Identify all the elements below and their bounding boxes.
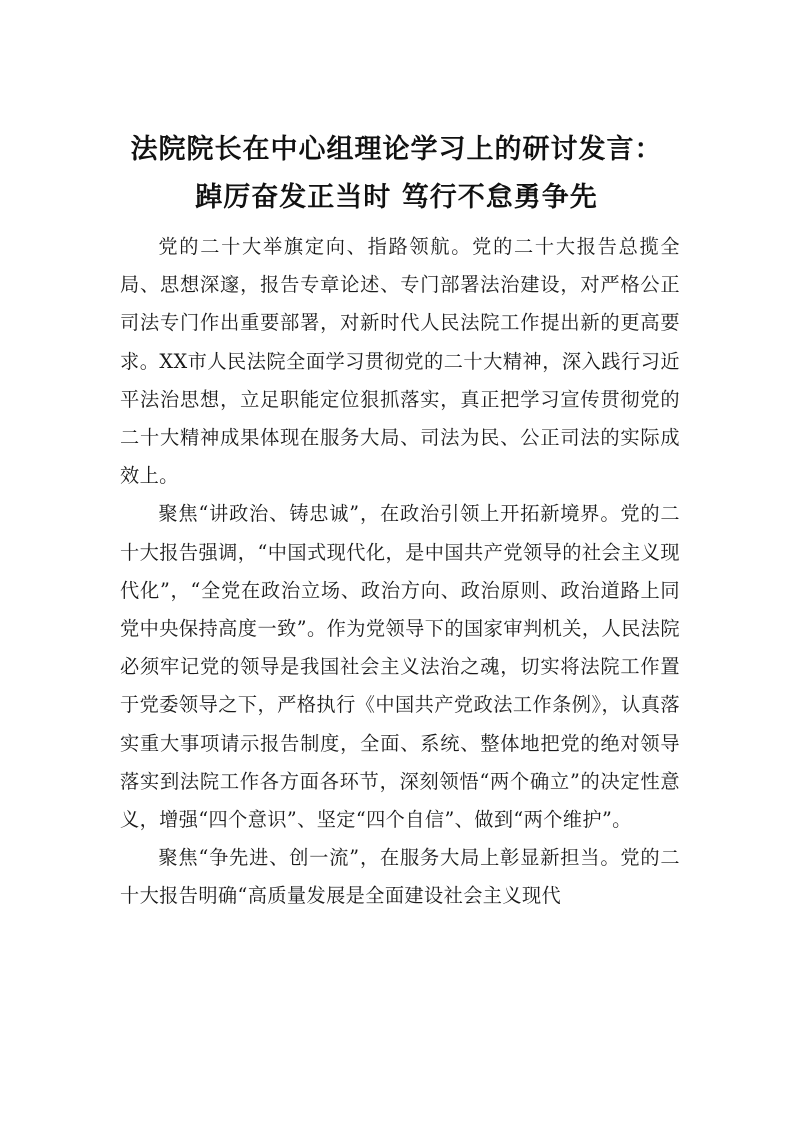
paragraph-intro: 党的二十大举旗定向、指路领航。党的二十大报告总揽全局、思想深邃，报告专章论述、专门部署法治建设，对严格公正司法专门作出重要部署，对新时代人民法院工作提出新的更高要求。XX市人民法院全面学习贯彻党的二十大精神，深入践行习近平法治思想，立足职能定位狠抓落实，真正把学习宣传贯彻党的二十大精神成果体现在服务大局、司法为民、公正司法的实际成效上。 bbox=[120, 235, 680, 488]
document-title-line-2: 踔厉奋发正当时 笃行不怠勇争先 bbox=[195, 182, 598, 213]
document-title-line-1: 法院院长在中心组理论学习上的研讨发言： bbox=[130, 134, 663, 165]
paragraph-service: 聚焦“争先进、创一流”，在服务大局上彰显新担当。党的二十大报告明确“高质量发展是全面建设社会主义现代 bbox=[120, 846, 680, 908]
document-body bbox=[120, 228, 680, 916]
paragraph-politics: 聚焦“讲政治、铸忠诚”，在政治引领上开拓新境界。党的二十大报告强调，“中国式现代化，是中国共产党领导的社会主义现代化”，“全党在政治立场、政治方向、政治原则、政治道路上同党中央保持高度一致”。作为党领导下的国家审判机关，人民法院必须牢记党的领导是我国社会主义法治之魂，切实将法院工作置于党委领导之下，严格执行《中国共产党政法工作条例》，认真落实重大事项请示报告制度，全面、系统、整体地把党的绝对领导落实到法院工作各方面各环节，深刻领悟“两个确立”的决定性意义，增强“四个意识”、坚定“四个自信”、做到“两个维护”。 bbox=[120, 502, 680, 832]
